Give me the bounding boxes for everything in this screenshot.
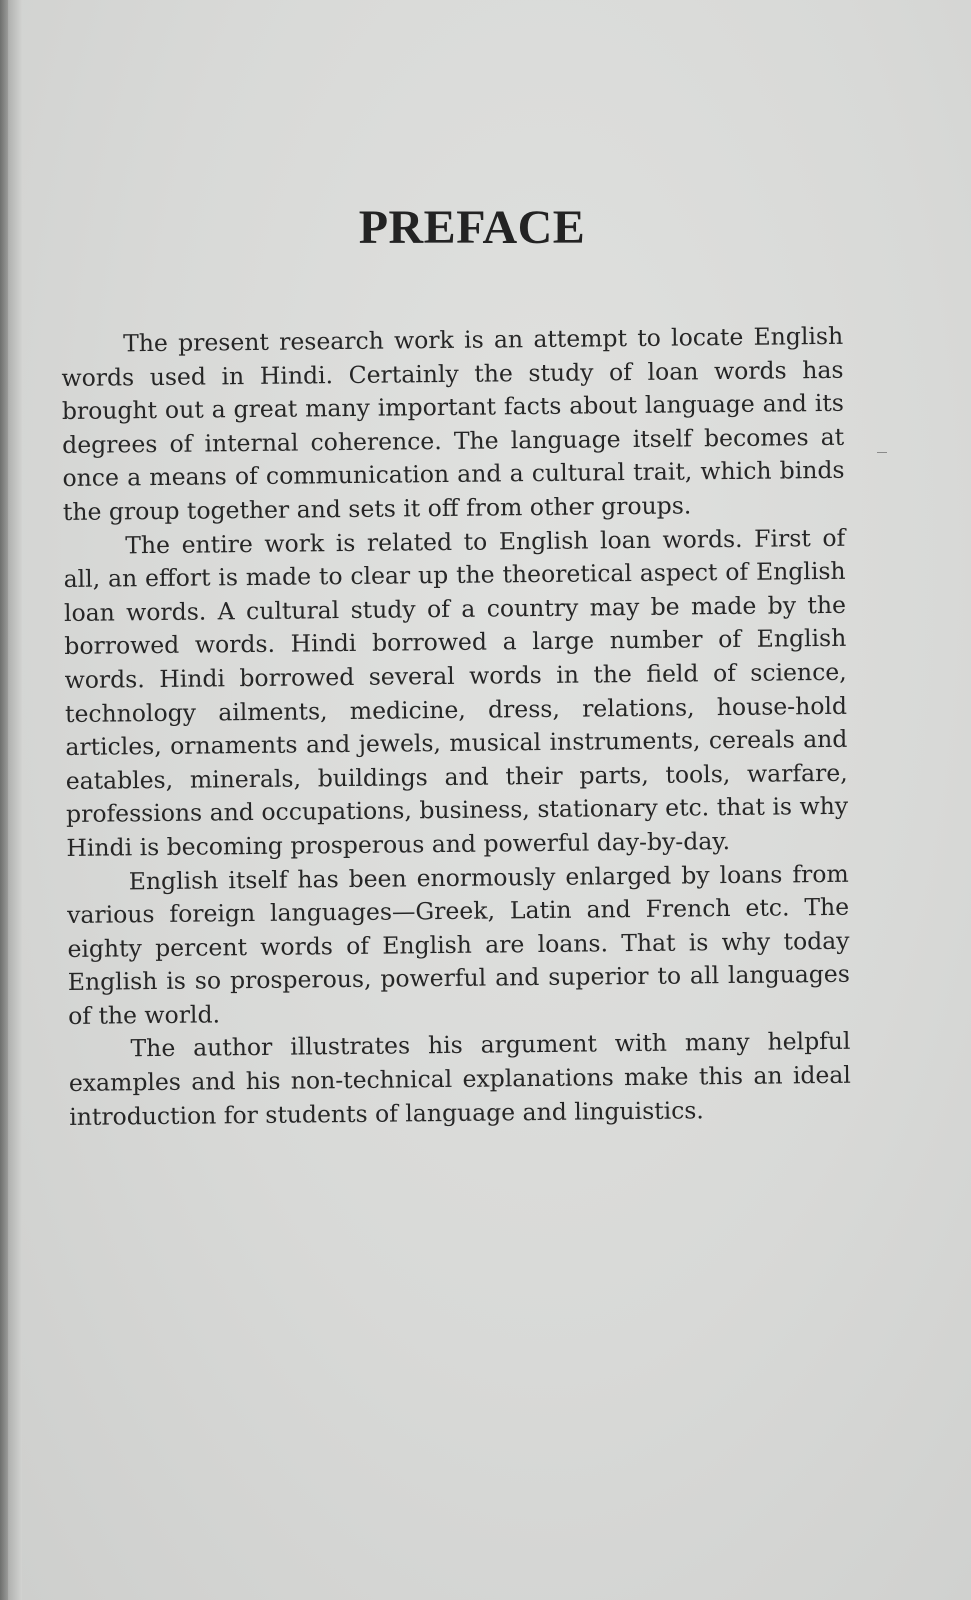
- paragraph-2: The entire work is related to English loan words. First of all, an effort is made to clear up the theoretical aspect of English loan words. A cultural study of a country may be made by the borrowed words. Hindi borrowed a large number of English words. Hindi borrowed several words in the field of science, technology ailments, medicine, dress, relations, house-hold articles, ornaments and jewels, musical instruments, cereals and eatables, minerals, buildings and their parts, tools, warfare, professions and occupations, business, stationary etc. that is why Hindi is becoming prosperous and powerful day-by-day.: [63, 523, 849, 862]
- page-sheet: [22, 0, 971, 1600]
- paragraph-3: English itself has been enormously enlarged by loans from various foreign languages—Greek, Latin and French etc. The eighty percent words of English are loans. That is why today English is so prosperous, powerful and superior to all languages of the world.: [67, 859, 850, 1030]
- book-binding-edge: [0, 0, 8, 1600]
- paragraph-1: The present research work is an attempt to locate English words used in Hindi. Certainly the study of loan words has brought out a great many important facts about language and its degrees of internal coherence. The language itself becomes at once a means of communication and a cultural trait, which binds the group together and sets it off from other groups.: [61, 321, 845, 526]
- page-title: PREFACE: [358, 201, 586, 254]
- margin-mark: [877, 452, 887, 453]
- preface-body: [61, 320, 851, 1134]
- paragraph-4: The author illustrates his argument with many helpful examples and his non-technical explanations make this an ideal introduction for students of language and linguistics.: [68, 1027, 852, 1131]
